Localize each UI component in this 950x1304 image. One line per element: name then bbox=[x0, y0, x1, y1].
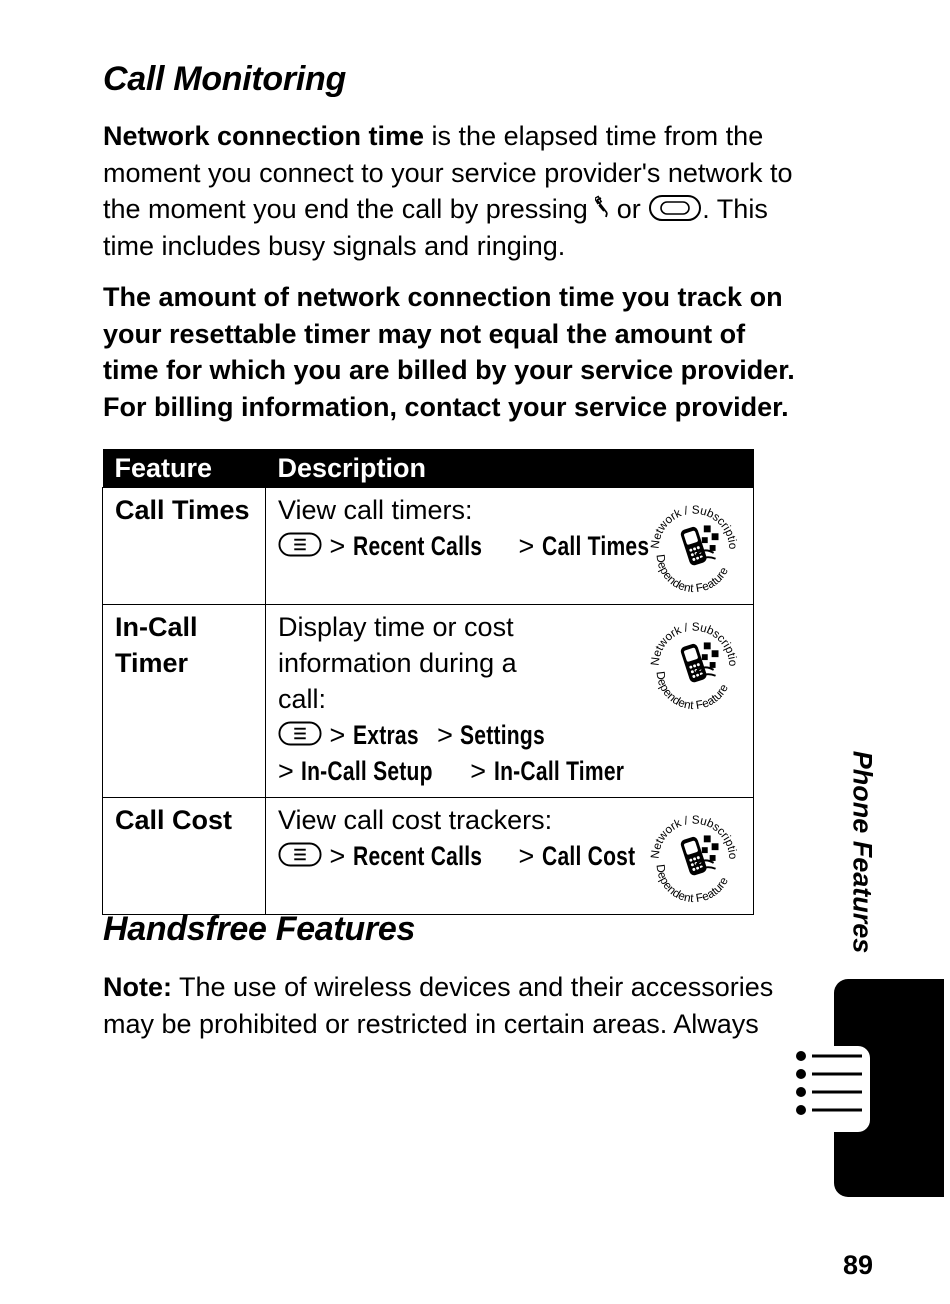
separator: > bbox=[278, 756, 294, 786]
header-description: Description bbox=[266, 449, 754, 488]
separator: > bbox=[329, 531, 346, 561]
header-feature: Feature bbox=[103, 449, 266, 488]
network-subscription-badge-icon bbox=[645, 808, 743, 906]
feature-description bbox=[266, 798, 754, 915]
chapter-side-label bbox=[842, 752, 882, 952]
feature-description bbox=[266, 605, 754, 798]
feature-name: Call Times bbox=[103, 488, 266, 605]
page-number: 89 bbox=[843, 1250, 874, 1280]
paragraph-text: . This time includes busy signals and ringing. bbox=[103, 194, 768, 261]
feature-name: Call Cost bbox=[103, 798, 266, 915]
feature-table bbox=[102, 449, 754, 915]
network-connection-paragraph bbox=[103, 118, 803, 264]
menu-key-icon bbox=[278, 842, 322, 867]
menu-list-icon bbox=[788, 1040, 878, 1136]
separator: > bbox=[470, 756, 486, 786]
feature-description bbox=[266, 488, 754, 605]
table-header-row bbox=[103, 449, 754, 488]
menu-item: Recent Calls bbox=[352, 841, 483, 871]
handsfree-note-paragraph bbox=[103, 969, 803, 1042]
menu-path bbox=[278, 753, 741, 789]
network-connection-term: Network connection time bbox=[103, 121, 425, 151]
separator: > bbox=[329, 841, 346, 871]
menu-key-icon bbox=[278, 721, 322, 746]
separator: > bbox=[518, 531, 535, 561]
select-key-icon bbox=[648, 194, 702, 222]
menu-key-icon bbox=[278, 532, 322, 557]
paragraph-text: or bbox=[609, 194, 649, 224]
description-text: View call timers: bbox=[278, 495, 473, 525]
table-row bbox=[103, 488, 754, 605]
section-title-handsfree: Handsfree Features bbox=[103, 910, 416, 948]
separator: > bbox=[329, 720, 346, 750]
table-row bbox=[103, 605, 754, 798]
table-row bbox=[103, 798, 754, 915]
billing-warning-paragraph: The amount of network connection time you track on your resettable timer may not equal the amount of time for which you are billed by your service provider. For billing information, contact your service provider. bbox=[103, 282, 795, 422]
menu-item: Recent Calls bbox=[352, 531, 483, 561]
menu-item: Settings bbox=[460, 720, 546, 750]
note-text: The use of wireless devices and their accessories may be prohibited or restricted in certain areas. Always bbox=[103, 972, 774, 1039]
separator: > bbox=[518, 841, 535, 871]
menu-item: In-Call Setup bbox=[301, 756, 434, 786]
paragraph-text: is the elapsed time from the moment you connect to your service provider's network to the moment you end the call by pressing bbox=[103, 121, 793, 224]
menu-item: In-Call Timer bbox=[493, 756, 624, 786]
network-subscription-badge-icon bbox=[645, 498, 743, 596]
menu-path bbox=[278, 717, 741, 753]
menu-item: Call Cost bbox=[541, 841, 636, 871]
description-text: Display time or cost information during a call: bbox=[278, 612, 517, 714]
note-label: Note: bbox=[103, 972, 172, 1002]
chapter-label-text: Phone Features bbox=[847, 750, 878, 954]
menu-item: Extras bbox=[352, 720, 419, 750]
separator: > bbox=[437, 720, 453, 750]
menu-item: Call Times bbox=[541, 531, 650, 561]
feature-name: In-Call Timer bbox=[103, 605, 266, 798]
network-subscription-badge-icon bbox=[645, 615, 743, 713]
end-key-icon bbox=[595, 195, 609, 221]
section-title-call-monitoring: Call Monitoring bbox=[103, 60, 346, 98]
description-text: View call cost trackers: bbox=[278, 805, 553, 835]
